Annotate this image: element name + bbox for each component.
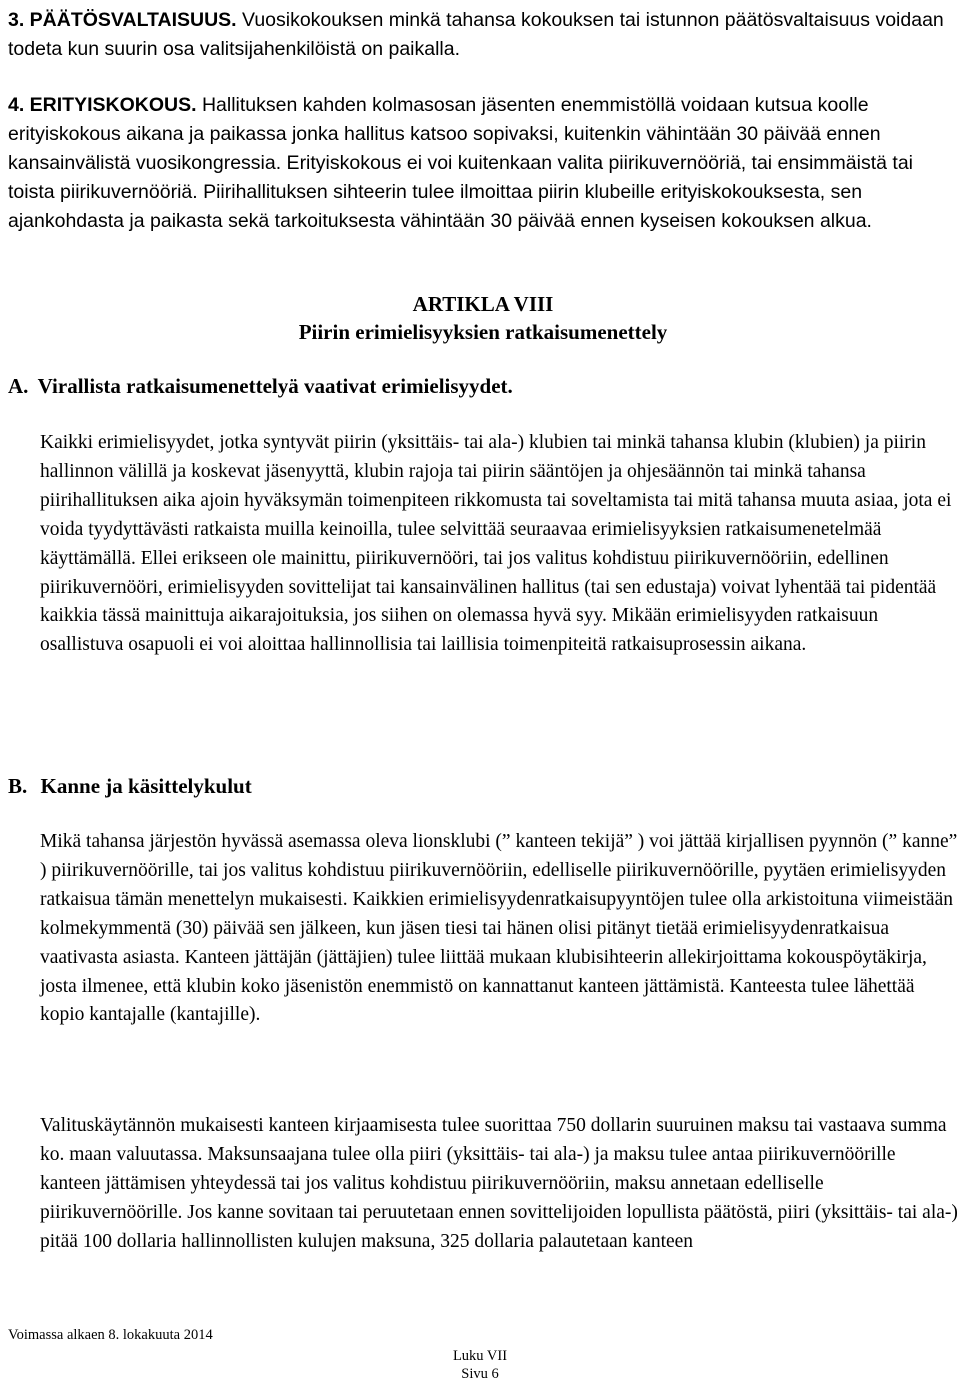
section-a-heading	[8, 371, 958, 401]
section-b-title: Kanne ja käsittelykulut	[40, 774, 252, 798]
section-b-label: B.	[8, 774, 28, 798]
section-a-label: A.	[8, 374, 29, 398]
article-title: ARTIKLA VIII	[412, 292, 554, 316]
footer-chapter	[0, 1347, 960, 1383]
section-a-paragraph: Kaikki erimielisyydet, jotka syntyvät piirin (yksittäis- tai ala-) klubien tai minkä tahansa klubin (klubien) ja piirin hallinnon välillä ja koskevat jäsenyyttä, klubin rajoja tai piirin sääntöjen ja ohjesäännön tai minkä tahansa piirihallituksen aika ajoin hyväksymän toimenpiteen rikkomusta tai soveltamista tai mitä tahansa muuta asiaa, jota ei voida tyydyttävästi ratkaista muilla keinoilla, tulee selvittää seuraavaa erimielisyyksien ratkaisumenetelmää käyttämällä. Ellei erikseen ole mainittu, piirikuvernööri, tai jos valitus kohdistuu piirikuvernööriin, edellinen piirikuvernööri, erimielisyyden sovittelijat tai kansainvälinen hallitus (tai sen edustaja) voivat lyhentää tai pidentää kaikkia tässä mainittuja aikarajoituksia, jos siihen on olemassa hyvä syy. Mikään erimielisyyden ratkaisuun osallistuva osapuoli ei voi aloittaa hallinnollisia tai laillisia toimenpiteitä ratkaisuprosessin aikana.	[40, 432, 952, 656]
section-4-paragraph	[8, 91, 958, 236]
article-subtitle: Piirin erimielisyyksien ratkaisumenettely	[298, 320, 668, 344]
footer-page-number: Sivu 6	[461, 1366, 499, 1382]
section-3-title: 3. PÄÄTÖSVALTAISUUS.	[8, 9, 237, 31]
section-b-paragraph-1: Mikä tahansa järjestön hyvässä asemassa oleva lionsklubi (” kanteen tekijä” ) voi jättää kirjallisen pyynnön (” kanne” ) piirikuvernöörille, tai jos valitus kohdistuu piirikuvernööriin, edelliselle piirikuvernöörille, pyytäen erimielisyyden ratkaisua tämän menettelyn mukaisesti. Kaikkien erimielisyydenratkaisupyyntöjen tulee olla arkistoituna viimeistään kolmekymmentä (30) päivää sen jälkeen, kun jäsen tiesi tai hänen olisi pitänyt tietää erimielisyydenratkaisua vaativasta asiasta. Kanteen jättäjän (jättäjien) tulee liittää mukaan klubisihteerin allekirjoittama kokouspöytäkirja, josta ilmenee, että klubin koko jäsenistön enemmistö on kannattanut kanteen jättämistä. Kanteesta tulee lähettää kopio kantajalle (kantajille).	[40, 831, 958, 1026]
footer-valid-from: Voimassa alkaen 8. lokakuuta 2014	[8, 1327, 213, 1343]
section-b-paragraph-2: Valituskäytännön mukaisesti kanteen kirjaamisesta tulee suorittaa 750 dollarin suuruinen maksu tai vastaava summa ko. maan valuutassa. Maksunsaajana tulee olla piiri (yksittäis- tai ala-) ja maksu tulee antaa piirikuvernöörille kanteen jättämisen yhteydessä tai jos valitus kohdistuu piirikuvernööriin, maksu annetaan edelliselle piirikuvernöörille. Jos kanne sovitaan tai peruutetaan ennen sovittelijoiden lopullista päätöstä, piiri (yksittäis- tai ala-) pitää 100 dollaria hallinnollisten kulujen maksuna, 325 dollaria palautetaan kanteen	[40, 1115, 958, 1252]
section-3-text: Vuosikokouksen minkä tahansa kokouksen tai istunnon päätösvaltaisuus voidaan todeta kun suurin osa valitsijahenkilöistä on paikalla.	[8, 9, 944, 60]
section-b-heading	[8, 771, 958, 801]
section-4-title: 4. ERITYISKOKOUS.	[8, 94, 197, 116]
section-4-text: Hallituksen kahden kolmasosan jäsenten enemmistöllä voidaan kutsua koolle erityiskokous aikana ja paikassa jonka hallitus katsoo sopivaksi, kuitenkin vähintään 30 päivää ennen kansainvälistä vuosikongressia. Erityiskokous ei voi kuitenkaan valita piirikuvernööriä, tai ensimmäistä tai toista piirikuvernööriä. Piirihallituksen sihteerin tulee ilmoittaa piirin klubeille erityiskokouksesta, sen ajankohdasta ja paikasta sekä tarkoituksesta vähintään 30 päivää ennen kyseisen kokouksen alkua.	[8, 94, 913, 232]
section-a-title: Virallista ratkaisumenettelyä vaativat erimielisyydet.	[37, 374, 513, 398]
footer-chapter-label: Luku VII	[452, 1348, 508, 1364]
section-3-paragraph	[8, 6, 958, 64]
